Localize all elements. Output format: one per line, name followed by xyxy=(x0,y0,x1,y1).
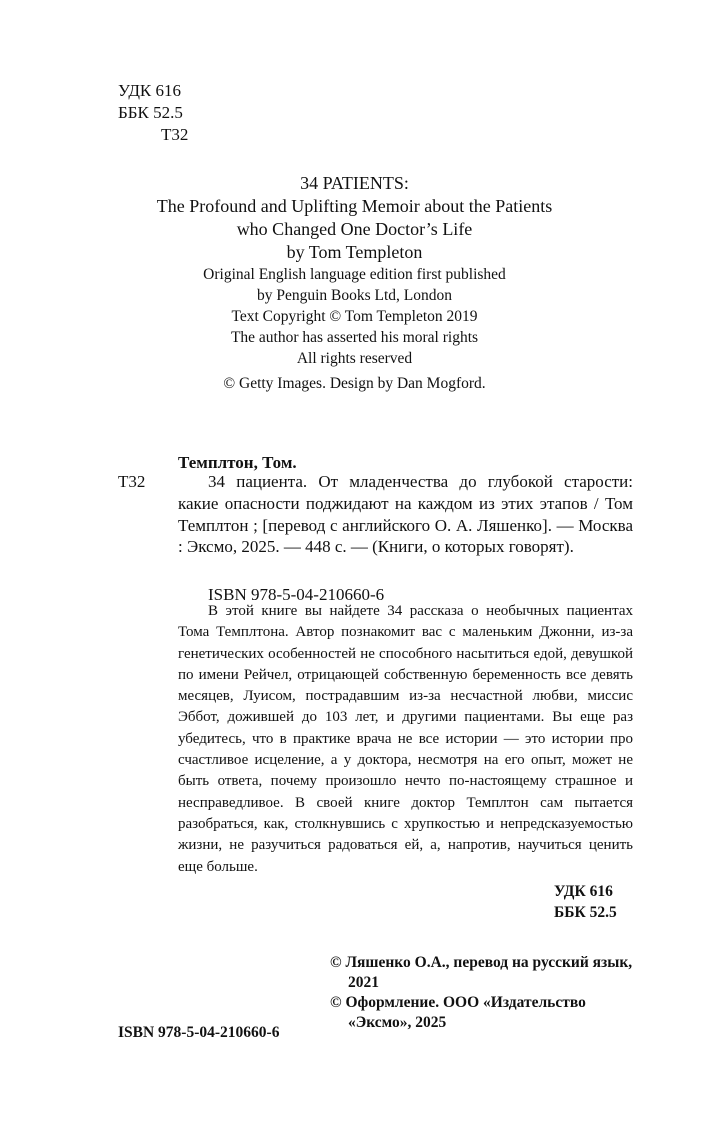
image-credit: © Getty Images. Design by Dan Mogford. xyxy=(223,375,486,392)
original-title: 34 PATIENTS: xyxy=(300,173,409,193)
rights-reserved: All rights reserved xyxy=(296,350,413,367)
author-mark: Т32 xyxy=(161,125,189,144)
original-edition-meta xyxy=(0,264,709,369)
bbk-code: ББК 52.5 xyxy=(118,103,183,122)
copyright-notices xyxy=(330,953,635,1033)
publication-line1: Original English language edition first published xyxy=(203,266,506,283)
original-subtitle-line1: The Profound and Uplifting Memoir about the Patients xyxy=(156,196,553,216)
original-author: by Tom Templeton xyxy=(286,242,423,262)
catalog-description: 34 пациента. От младенчества до глубокой старости: какие опасности поджидают на каждом из этих этапов / Том Темплтон ; [перевод с английского О. А. Ляшенко]. — Москва : Эксмо, 2025. — 448 с. — (Книги, о которых говорят). xyxy=(178,472,633,557)
catalog-author-heading: Темплтон, Том. xyxy=(178,453,297,472)
publication-line2: by Penguin Books Ltd, London xyxy=(256,287,453,304)
udk-code: УДК 616 xyxy=(118,81,182,100)
translation-copyright: © Ляшенко О.А., перевод на русский язык, 2021 xyxy=(330,954,633,991)
catalog-author-mark: Т32 xyxy=(118,472,146,491)
moral-rights: The author has asserted his moral rights xyxy=(230,329,479,346)
original-subtitle-line2: who Changed One Doctor’s Life xyxy=(236,219,473,239)
bbk-code-bottom: ББК 52.5 xyxy=(554,904,617,921)
classification-codes-bottom xyxy=(554,881,617,923)
classification-codes-top xyxy=(118,80,188,146)
text-copyright: Text Copyright © Tom Templeton 2019 xyxy=(231,308,478,325)
catalog-annotation: В этой книге вы найдете 34 рассказа о необычных пациентах Тома Темплтона. Автор познакомит вас с маленьким Джонни, из-за генетических особенностей не способного насытиться едой, девушкой по имени Рейчел, отрицающей собственную беременность все девять месяцев, Луисом, пострадавшим из-за несчастной любви, миссис Эббот, дожившей до 103 лет, и другими пациентами. Вы еще раз убедитесь, что в практике врача не все истории — это истории про счастливое исцеление, а у доктора, несмотря на его опыт, может не быть ответа, почему произошло нечто по-настоящему страшное и несправедливое. В своей книге доктор Темплтон сам пытается разобраться, как, столкнувшись с хрупкостью и непредсказуемостью жизни, не разучиться радоваться ей, а, напротив, научиться ценить еще больше. xyxy=(178,603,633,875)
original-edition-title-block xyxy=(0,172,709,264)
catalog-isbn: ISBN 978-5-04-210660-6 xyxy=(208,585,385,604)
design-copyright: © Оформление. ООО «Издательство «Эксмо», 2025 xyxy=(330,994,586,1031)
isbn-bottom: ISBN 978-5-04-210660-6 xyxy=(118,1024,280,1041)
udk-code-bottom: УДК 616 xyxy=(554,883,613,900)
